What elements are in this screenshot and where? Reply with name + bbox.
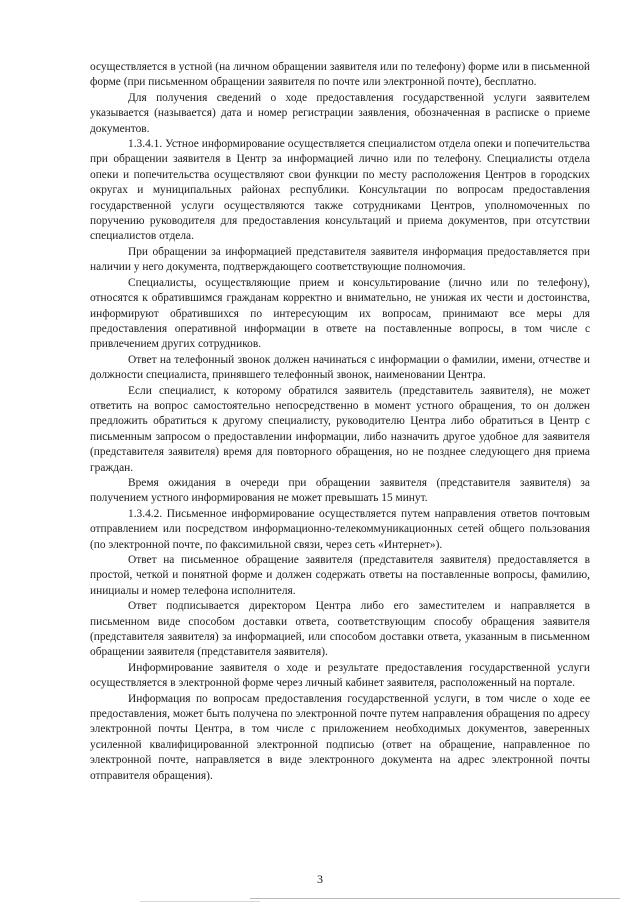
paragraph: Ответ подписывается директором Центра либо его заместителем и направляется в письменном виде способом доставки ответа, соответствующим способу обращения заявителя (представителя заявителя) за информацией, или способом доставки ответа, указанным в письменном обращении заявителя (представителя заявителя).	[90, 600, 590, 659]
paragraph: Ответ на письменное обращение заявителя (представителя заявителя) предоставляется в простой, четкой и понятной форме и должен содержать ответы на поставленные вопросы, фамилию, инициалы и номер телефона исполнителя.	[90, 554, 590, 597]
paragraph: Информирование заявителя о ходе и результате предоставления государственной услуги осуществляется в электронной форме через личный кабинет заявителя, расположенный на портале.	[90, 661, 590, 690]
paragraph-continuation: осуществляется в устной (на личном обращении заявителя или по телефону) форме или в письменной форме (при письменном обращении заявителя по почте или электронной почте), бесплатно.	[90, 61, 590, 89]
paragraph: Для получения сведений о ходе предоставления государственной услуги заявителем указывается (называется) дата и номер регистрации заявления, обозначенная в расписке о приеме документов.	[90, 91, 590, 135]
document-body	[90, 60, 590, 784]
scan-edge-line	[140, 901, 260, 902]
paragraph: Ответ на телефонный звонок должен начинаться с информации о фамилии, имени, отчестве и должности специалиста, принявшего телефонный звонок, наименовании Центра.	[90, 353, 590, 382]
paragraph: Время ожидания в очереди при обращении заявителя (представителя заявителя) за получением устного информирования не может превышать 15 минут.	[90, 476, 590, 505]
paragraph-section-1-3-4-2: 1.3.4.2. Письменное информирование осуществляется путем направления ответов почтовым отправлением или посредством информационно-телекоммуникационных сетей общего пользования (по электронной почте, по факсимильной связи, через сеть «Интернет»).	[90, 507, 590, 551]
paragraph: Специалисты, осуществляющие прием и консультирование (лично или по телефону), относятся к обратившимся гражданам корректно и внимательно, не унижая их чести и достоинства, информируют обратившихся по интересующим их вопросам, принимают все меры для предоставления оперативной информации в ответе на поставленные вопросы, в том числе с привлечением других сотрудников.	[90, 276, 590, 351]
paragraph: При обращении за информацией представителя заявителя информация предоставляется при наличии у него документа, подтверждающего соответствующие полномочия.	[90, 245, 590, 274]
scan-edge-line	[250, 898, 620, 899]
paragraph: Если специалист, к которому обратился заявитель (представитель заявителя), не может ответить на вопрос самостоятельно непосредственно в момент устного обращения, то он должен предложить обратиться к другому специалисту, руководителю Центра либо обратиться в Центр с письменным запросом о предоставлении информации, либо назначить другое удобное для заявителя (представителя заявителя) время для повторного обращения, но не позднее следующего дня приема граждан.	[90, 384, 590, 474]
page-number: 3	[317, 872, 323, 886]
paragraph: Информация по вопросам предоставления государственной услуги, в том числе о ходе ее предоставления, может быть получена по электронной почте путем направления обращения по адресу электронной почты Центра, в том числе с приложением необходимых документов, заверенных усиленной квалифицированной электронной подписью (ответ на обращение, направленное по электронной почте, направляется в виде электронного документа на адрес электронной почты отправителя обращения).	[90, 692, 590, 782]
paragraph-section-1-3-4-1: 1.3.4.1. Устное информирование осуществляется специалистом отдела опеки и попечительства при обращении заявителя в Центр за информацией лично или по телефону. Специалисты отдела опеки и попечительства осуществляют свои функции по месту расположения Центров в городских округах и муниципальных районах республики. Консультации по вопросам предоставления государственной услуги осуществляются также сотрудниками Центров, уполномоченных по поручению руководителя для предоставления консультаций и приема документов, при отсутствии специалистов отдела.	[90, 138, 590, 243]
